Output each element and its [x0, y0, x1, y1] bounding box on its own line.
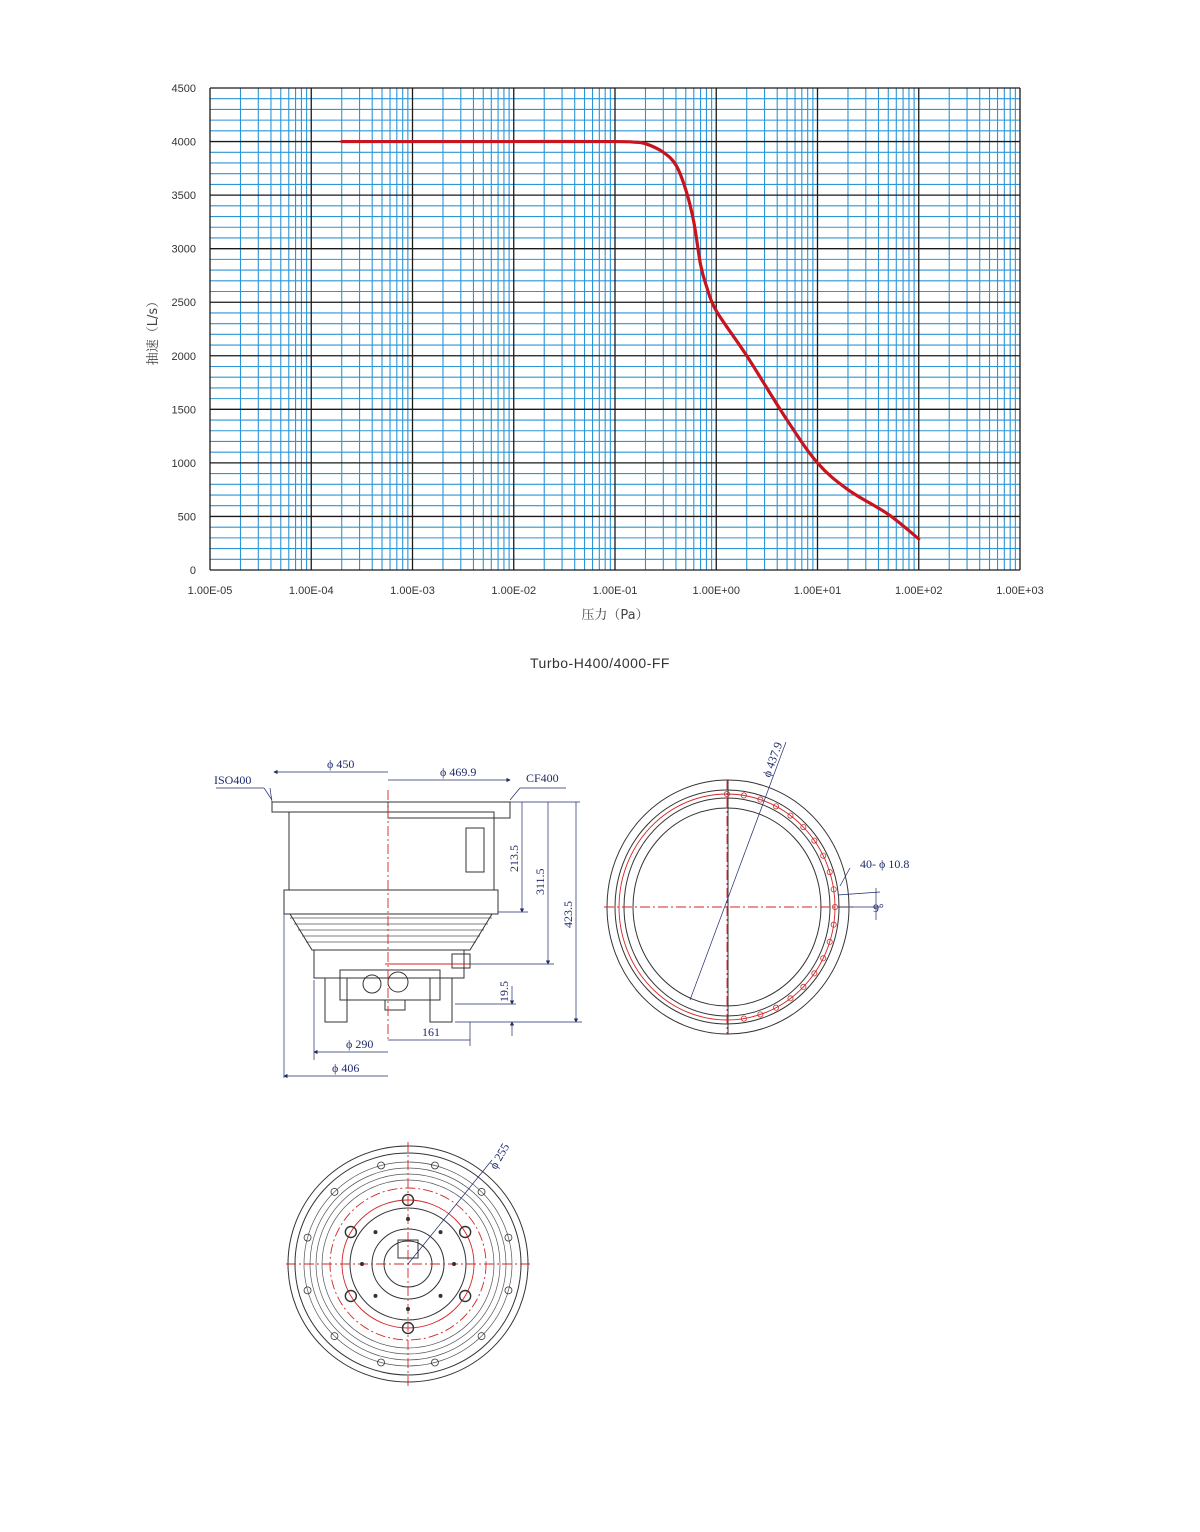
y-tick-label: 3000	[171, 243, 196, 256]
label-d469: ϕ 469.9	[440, 765, 477, 779]
label-h213: 213.5	[507, 845, 521, 872]
x-tick-label: 1.00E-05	[187, 585, 233, 597]
label-cf400: CF400	[526, 771, 559, 785]
x-tick-label: 1.00E+02	[895, 585, 943, 597]
y-tick-label: 4000	[171, 136, 196, 149]
label-angle: 9°	[873, 901, 884, 915]
label-holes: 40- ϕ 10.8	[860, 857, 910, 871]
x-axis-title: 压力（Pa）	[581, 608, 649, 623]
x-tick-label: 1.00E-03	[390, 585, 435, 597]
flange-view-drawing	[604, 740, 909, 1034]
x-tick-label: 1.00E-01	[592, 585, 638, 597]
side-view-drawing	[214, 757, 582, 1078]
label-d255: ϕ 255	[486, 1140, 513, 1172]
label-h423: 423.5	[561, 901, 575, 928]
label-w161: 161	[422, 1025, 440, 1039]
x-tick-label: 1.00E+01	[793, 585, 842, 597]
y-tick-label: 0	[189, 565, 196, 577]
x-tick-label: 1.00E+00	[692, 585, 740, 597]
label-d450: ϕ 450	[327, 757, 355, 771]
y-axis-title: 抽速（L/s）	[146, 294, 161, 366]
y-tick-label: 500	[177, 511, 196, 524]
y-tick-label: 2500	[171, 297, 196, 310]
bottom-small-hole	[373, 1294, 377, 1298]
y-tick-label: 1500	[171, 404, 196, 417]
bottom-view-drawing	[286, 1141, 530, 1386]
label-d290: ϕ 290	[346, 1037, 374, 1051]
y-tick-label: 2000	[171, 350, 196, 363]
label-iso400: ISO400	[214, 773, 252, 787]
bottom-small-hole	[439, 1230, 443, 1234]
x-tick-label: 1.00E-02	[491, 585, 537, 597]
y-tick-label: 4500	[171, 83, 196, 95]
label-d406: ϕ 406	[332, 1061, 360, 1075]
bottom-small-hole	[439, 1294, 443, 1298]
y-tick-label: 1000	[171, 457, 196, 470]
bottom-small-hole	[373, 1230, 377, 1234]
label-h311: 311.5	[533, 868, 547, 895]
bottom-small-hole	[406, 1307, 410, 1311]
bottom-small-hole	[452, 1262, 456, 1266]
bottom-small-hole	[360, 1262, 364, 1266]
x-tick-label: 1.00E-04	[288, 585, 334, 597]
label-d437: ϕ 437.9	[759, 740, 786, 780]
label-h19: 19.5	[497, 981, 511, 1002]
bottom-small-hole	[406, 1217, 410, 1221]
x-tick-label: 1.00E+03	[996, 585, 1044, 597]
model-title: Turbo-H400/4000-FF	[530, 655, 670, 671]
y-tick-label: 3500	[171, 190, 196, 203]
